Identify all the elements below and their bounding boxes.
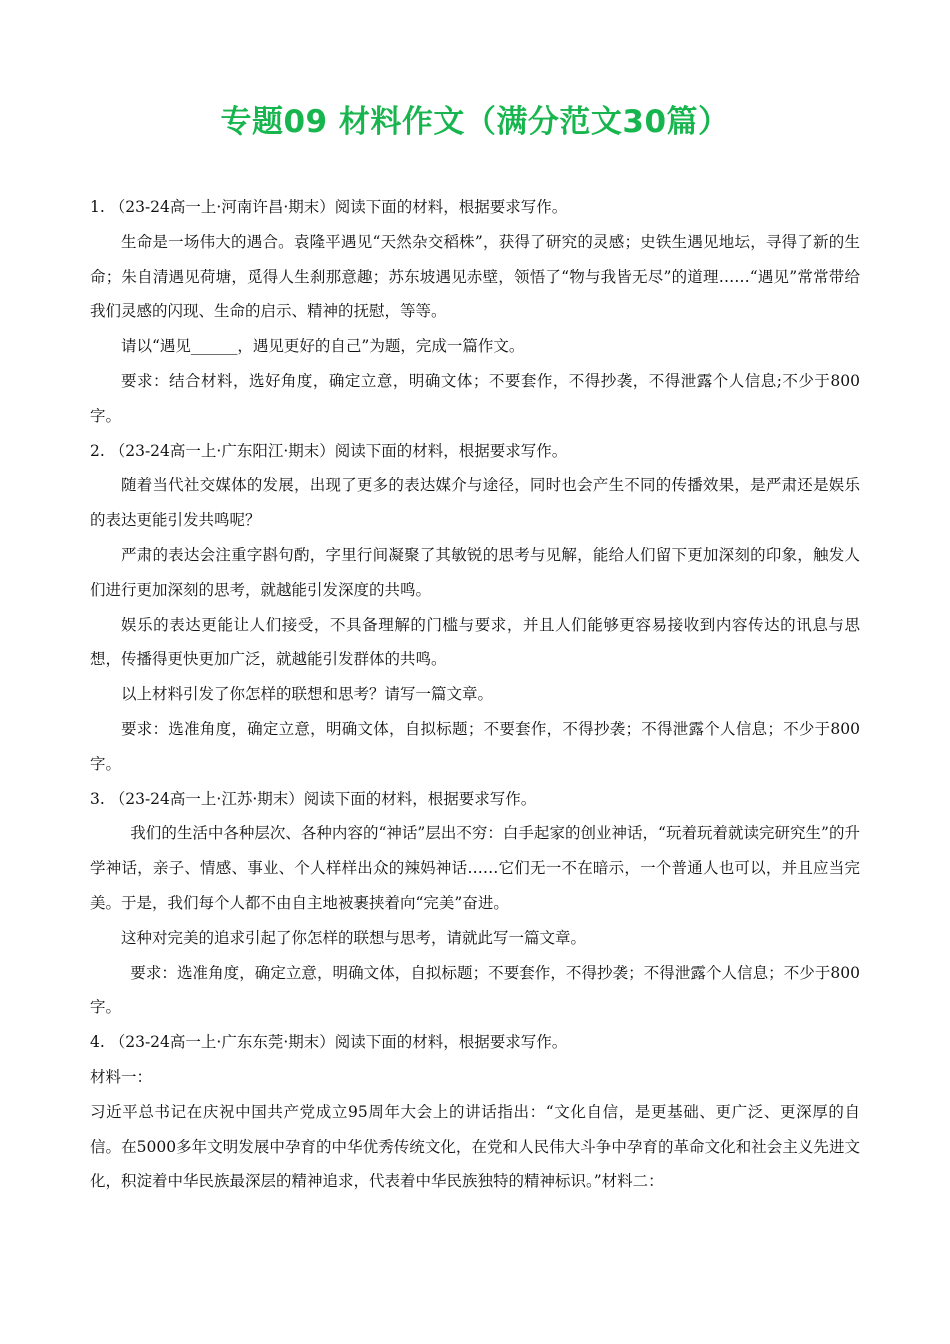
question-2-material-entertaining: 娱乐的表达更能让人们接受，不具备理解的门槛与要求，并且人们能够更容易接收到内容传达的讯息与思想，传播得更快更加广泛，就越能引发群体的共鸣。 [90,615,860,669]
question-4-heading: 4. （23-24高一上·广东东莞·期末）阅读下面的材料，根据要求写作。 [90,1033,568,1052]
question-3-requirements: 要求：选准角度，确定立意，明确文体，自拟标题；不要套作，不得抄袭；不得泄露个人信息；不少于800字。 [90,963,860,1017]
question-4-material-one: 习近平总书记在庆祝中国共产党成立95周年大会上的讲话指出：“文化自信，是更基础、更广泛、更深厚的自信。在5000多年文明发展中孕育的中华优秀传统文化，在党和人民伟大斗争中孕育的革命文化和社会主义先进文化，积淀着中华民族最深层的精神追求，代表着中华民族独特的精神标识。”材料二： [90,1102,860,1191]
question-2-heading: 2. （23-24高一上·广东阳江·期末）阅读下面的材料，根据要求写作。 [90,441,568,460]
question-1-heading: 1. （23-24高一上·河南许昌·期末）阅读下面的材料，根据要求写作。 [90,198,568,216]
document-body [90,190,860,1199]
question-4-material-label: 材料一： [90,1067,153,1086]
question-2-prompt: 以上材料引发了你怎样的联想和思考？请写一篇文章。 [121,685,494,704]
question-3-material: 我们的生活中各种层次、各种内容的“神话”层出不穷：白手起家的创业神话，“玩着玩着就读完研究生”的升学神话，亲子、情感、事业、个人样样出众的辣妈神话……它们无一不在暗示，一个普通人也可以，并且应当完美。于是，我们每个人都不由自主地被裹挟着向“完美”奋进。 [90,824,860,912]
question-1-requirements: 要求：结合材料，选好角度，确定立意，明确文体；不要套作，不得抄袭，不得泄露个人信息;不少于800字。 [90,371,860,425]
question-3-heading: 3. （23-24高一上·江苏·期末）阅读下面的材料，根据要求写作。 [90,789,537,808]
question-2-requirements: 要求：选准角度，确定立意，明确文体，自拟标题；不要套作，不得抄袭；不得泄露个人信息；不少于800字。 [90,719,860,773]
question-1-material: 生命是一场伟大的遇合。袁隆平遇见“天然杂交稻株”，获得了研究的灵感；史铁生遇见地坛，寻得了新的生命；朱自清遇见荷塘，觅得人生刹那意趣；苏东坡遇见赤壁，领悟了“物与我皆无尽”的道理……“遇见”常常带给我们灵感的闪现、生命的启示、精神的抚慰，等等。 [90,232,860,321]
question-3-prompt: 这种对完美的追求引起了你怎样的联想与思考，请就此写一篇文章。 [121,928,587,947]
question-1-prompt: 请以“遇见______，遇见更好的自己”为题，完成一篇作文。 [121,337,525,356]
page-title: 专题09 材料作文（满分范文30篇） [220,104,730,140]
question-2-material-serious: 严肃的表达会注重字斟句酌，字里行间凝聚了其敏锐的思考与见解，能给人们留下更加深刻的印象，触发人们进行更加深刻的思考，就越能引发深度的共鸣。 [90,545,860,599]
question-2-material-intro: 随着当代社交媒体的发展，出现了更多的表达媒介与途径，同时也会产生不同的传播效果，是严肃还是娱乐的表达更能引发共鸣呢？ [90,476,860,530]
